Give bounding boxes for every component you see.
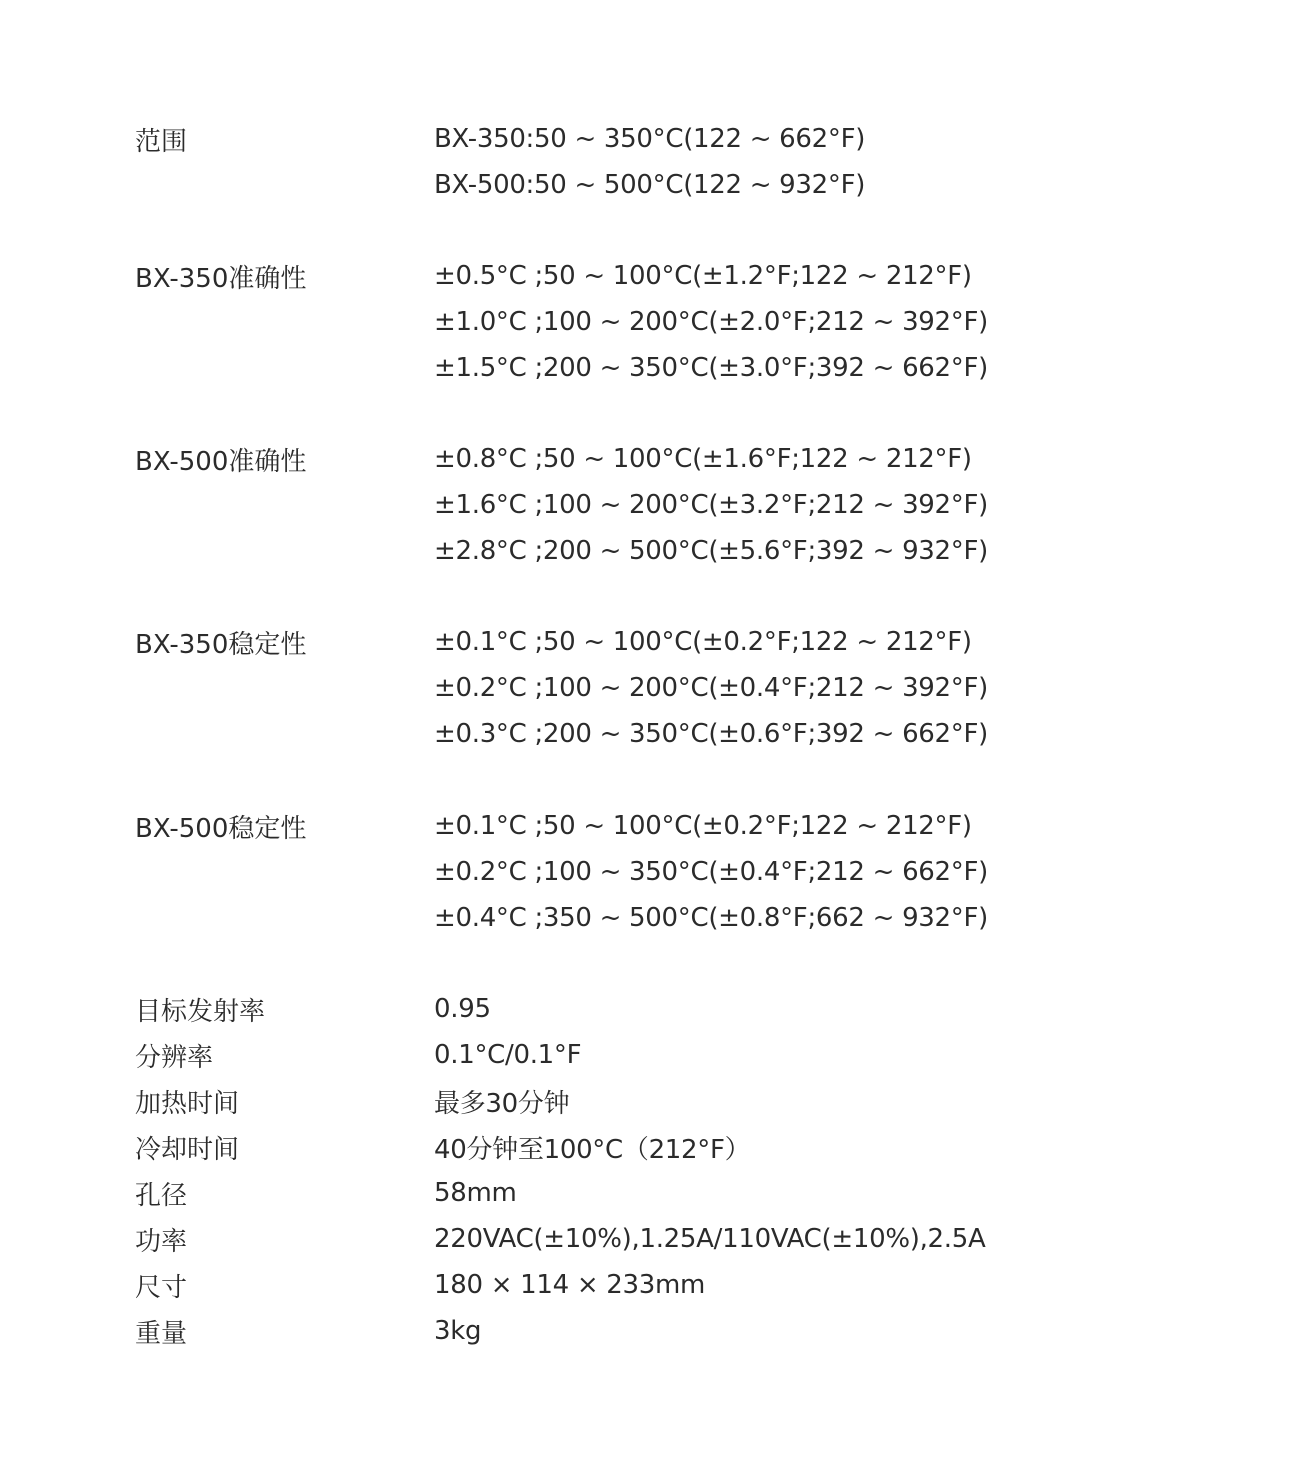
spec-value: ±1.6°C ;100 ~ 200°C(±3.2°F;212 ~ 392°F) (434, 490, 988, 520)
spec-label: 尺寸 (135, 1272, 188, 1303)
spec-label-accuracy-350: BX-350准确性 (135, 263, 307, 294)
spec-label: 目标发射率 (135, 996, 266, 1027)
spec-label: 分辨率 (135, 1042, 214, 1073)
spec-value: ±0.3°C ;200 ~ 350°C(±0.6°F;392 ~ 662°F) (434, 719, 988, 749)
spec-row (135, 253, 1235, 299)
spec-row-aperture (135, 1170, 1235, 1216)
spec-value: BX-500:50 ~ 500°C(122 ~ 932°F) (434, 170, 866, 200)
spec-value: 180 × 114 × 233mm (434, 1270, 706, 1300)
spec-row-weight (135, 1308, 1235, 1354)
spec-row (135, 711, 1235, 757)
spec-label-range: 范围 (135, 126, 188, 157)
spec-label-stability-500: BX-500稳定性 (135, 813, 307, 844)
spec-label: 加热时间 (135, 1088, 240, 1119)
spec-value: 3kg (434, 1316, 482, 1346)
spec-value: 最多30分钟 (434, 1088, 570, 1119)
spec-row (135, 436, 1235, 482)
spec-value: ±0.4°C ;350 ~ 500°C(±0.8°F;662 ~ 932°F) (434, 903, 988, 933)
spec-row-cooling-time (135, 1124, 1235, 1170)
spec-value: BX-350:50 ~ 350°C(122 ~ 662°F) (434, 124, 866, 154)
spec-value: 0.1°C/0.1°F (434, 1040, 582, 1070)
spec-label: 冷却时间 (135, 1134, 240, 1165)
spec-row (135, 345, 1235, 391)
spec-label: 重量 (135, 1318, 188, 1349)
spec-value: 58mm (434, 1178, 517, 1208)
spec-label: 孔径 (135, 1180, 188, 1211)
spec-row (135, 299, 1235, 345)
spec-row-power (135, 1216, 1235, 1262)
spec-group-range (135, 116, 1235, 208)
spec-value: ±0.1°C ;50 ~ 100°C(±0.2°F;122 ~ 212°F) (434, 811, 972, 841)
spec-label-stability-350: BX-350稳定性 (135, 629, 307, 660)
spec-value: 220VAC(±10%),1.25A/110VAC(±10%),2.5A (434, 1224, 986, 1254)
spec-row (135, 895, 1235, 941)
spec-value: ±0.2°C ;100 ~ 350°C(±0.4°F;212 ~ 662°F) (434, 857, 988, 887)
spec-row (135, 849, 1235, 895)
spec-value: ±0.8°C ;50 ~ 100°C(±1.6°F;122 ~ 212°F) (434, 444, 972, 474)
spec-row (135, 116, 1235, 162)
spec-label: 功率 (135, 1226, 188, 1257)
spec-row-heating-time (135, 1078, 1235, 1124)
spec-row-emissivity (135, 986, 1235, 1032)
spec-row (135, 665, 1235, 711)
spec-label-accuracy-500: BX-500准确性 (135, 446, 307, 477)
spec-value: ±0.2°C ;100 ~ 200°C(±0.4°F;212 ~ 392°F) (434, 673, 988, 703)
spec-value: ±1.5°C ;200 ~ 350°C(±3.0°F;392 ~ 662°F) (434, 353, 988, 383)
spec-value: ±2.8°C ;200 ~ 500°C(±5.6°F;392 ~ 932°F) (434, 536, 988, 566)
spec-group-general (135, 986, 1235, 1354)
spec-group-stability-350 (135, 619, 1235, 757)
spec-value: ±1.0°C ;100 ~ 200°C(±2.0°F;212 ~ 392°F) (434, 307, 988, 337)
spec-row (135, 162, 1235, 208)
spec-group-stability-500 (135, 803, 1235, 941)
spec-value: ±0.5°C ;50 ~ 100°C(±1.2°F;122 ~ 212°F) (434, 261, 972, 291)
spec-row (135, 528, 1235, 574)
spec-value: 0.95 (434, 994, 491, 1024)
spec-row-resolution (135, 1032, 1235, 1078)
spec-value: 40分钟至100°C（212°F） (434, 1134, 751, 1165)
spec-row (135, 803, 1235, 849)
spec-row (135, 482, 1235, 528)
spec-group-accuracy-350 (135, 253, 1235, 391)
spec-value: ±0.1°C ;50 ~ 100°C(±0.2°F;122 ~ 212°F) (434, 627, 972, 657)
spec-row (135, 619, 1235, 665)
spec-group-accuracy-500 (135, 436, 1235, 574)
spec-row-dimensions (135, 1262, 1235, 1308)
